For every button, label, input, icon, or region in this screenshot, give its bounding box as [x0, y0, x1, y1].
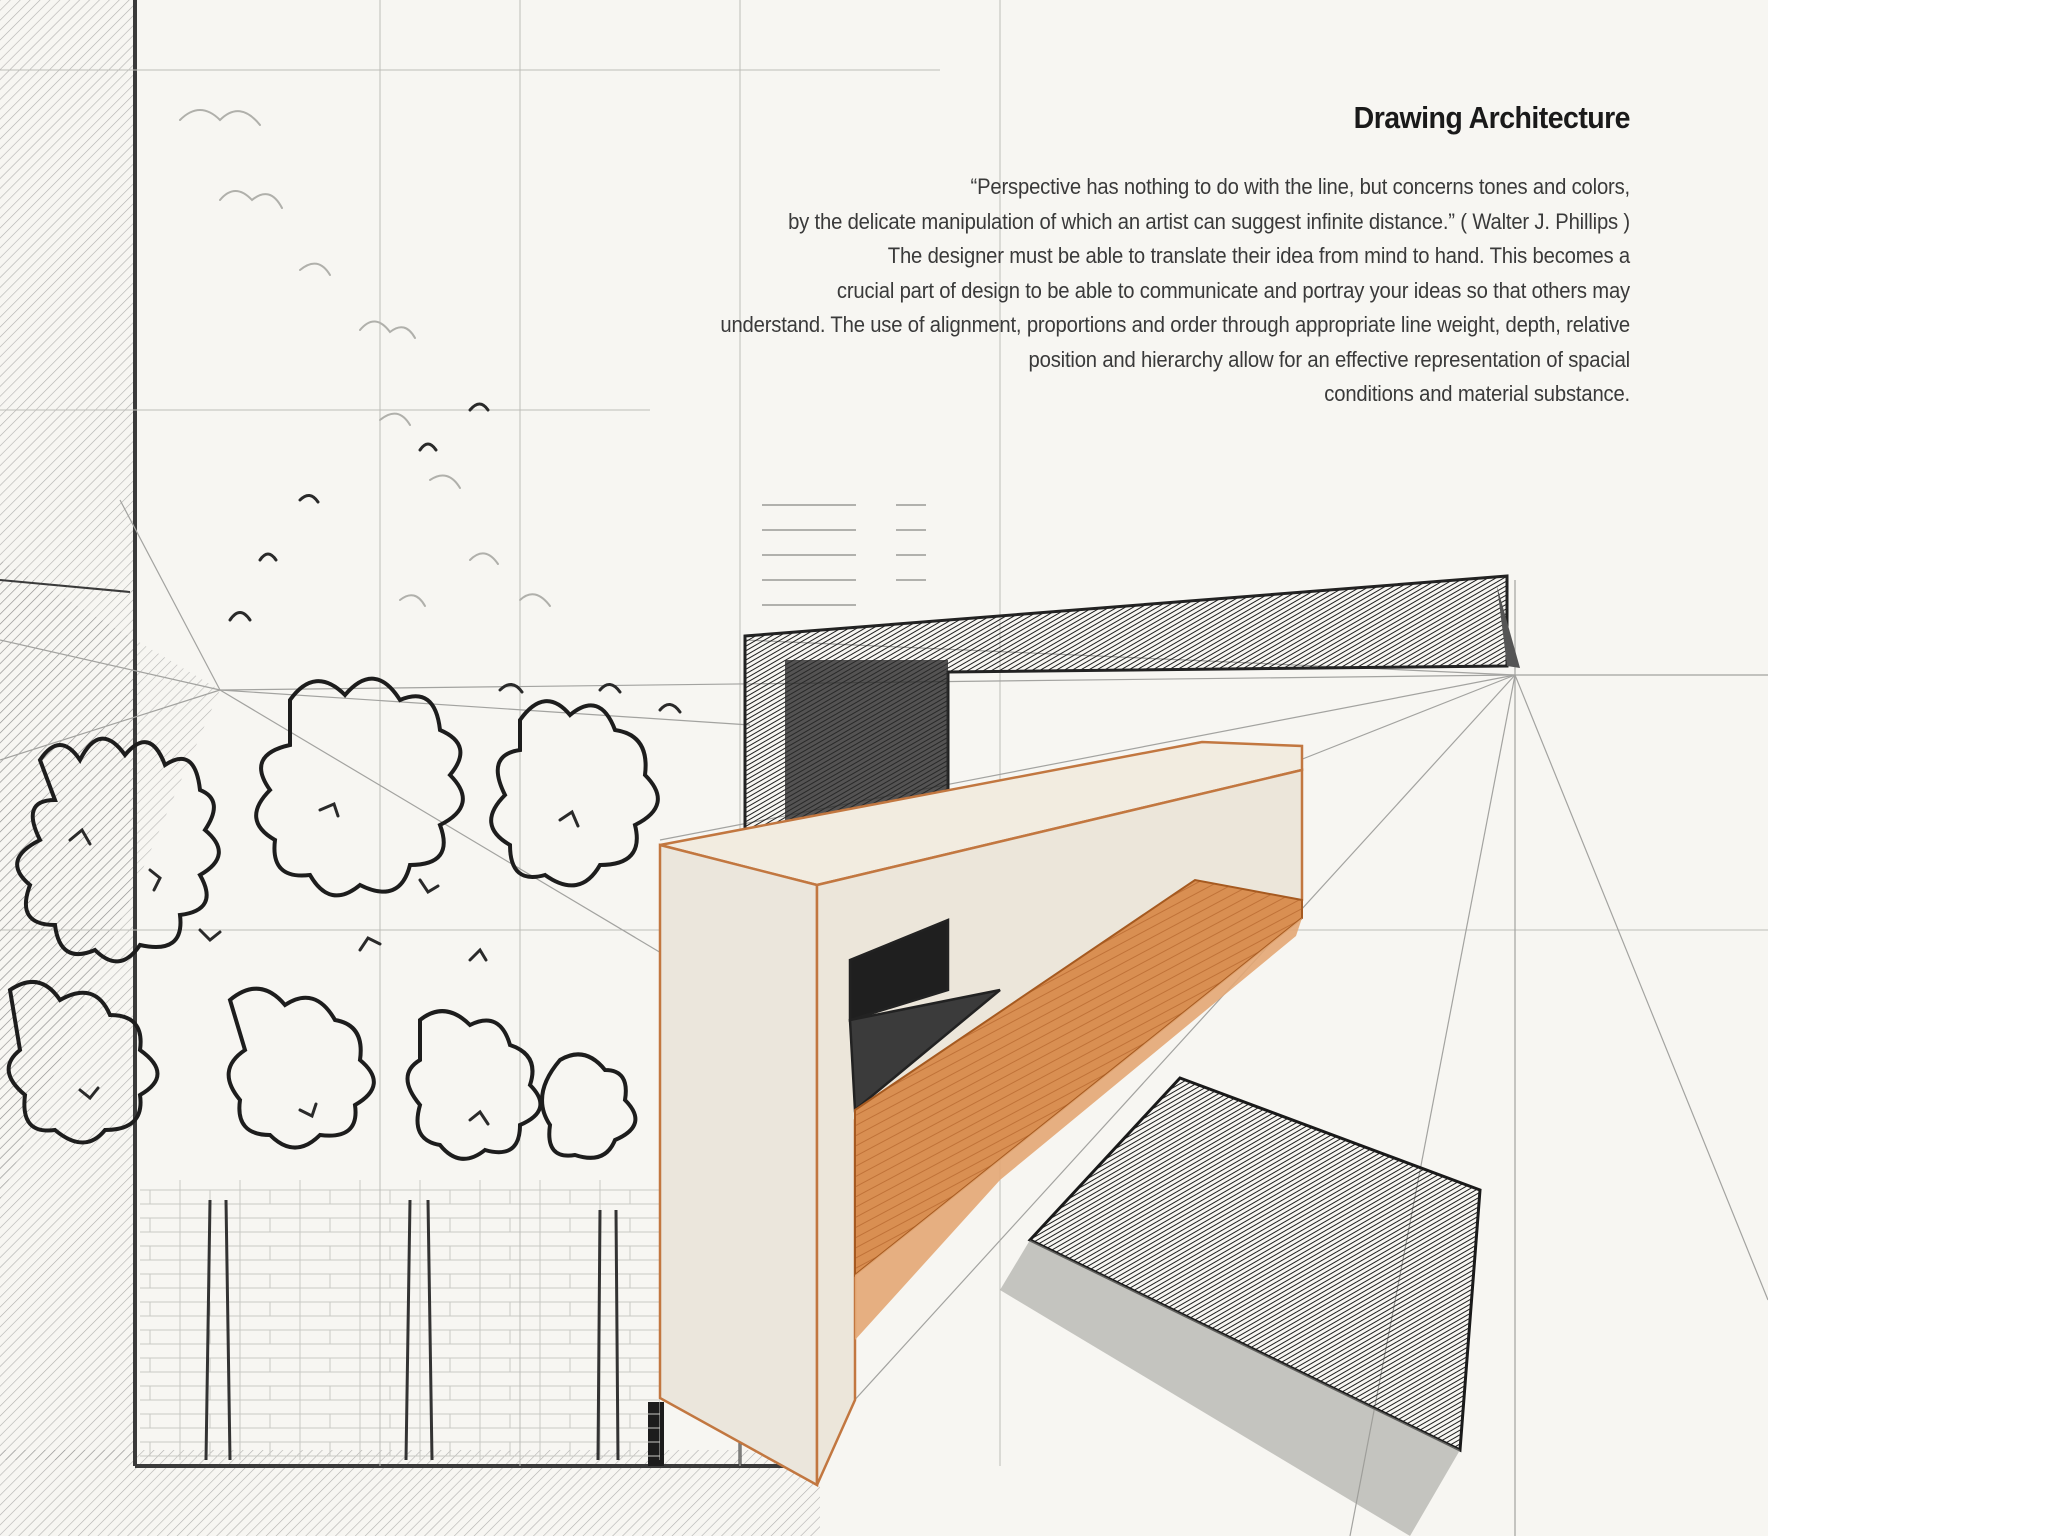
- body-line: by the delicate manipulation of which an artist can suggest infinite distance.” ( Walter J. Phillips ): [788, 208, 1630, 234]
- body-line: conditions and material substance.: [1324, 381, 1630, 406]
- body-line: The designer must be able to translate their idea from mind to hand. This becomes a: [887, 243, 1630, 268]
- tick-marks: [762, 505, 926, 605]
- body-line: “Perspective has nothing to do with the line, but concerns tones and colors,: [970, 174, 1630, 199]
- lower-dark-slab: [1000, 1078, 1480, 1536]
- body-line: position and hierarchy allow for an effective representation of spacial: [1028, 346, 1630, 372]
- page-title: Drawing Architecture: [1353, 100, 1630, 135]
- article-text-block: [430, 100, 1630, 412]
- body-paragraph: [550, 170, 1630, 412]
- body-line: understand. The use of alignment, proportions and order through appropriate line weight, depth, relative: [720, 312, 1630, 337]
- body-line: crucial part of design to be able to communicate and portray your ideas so that others may: [836, 277, 1630, 303]
